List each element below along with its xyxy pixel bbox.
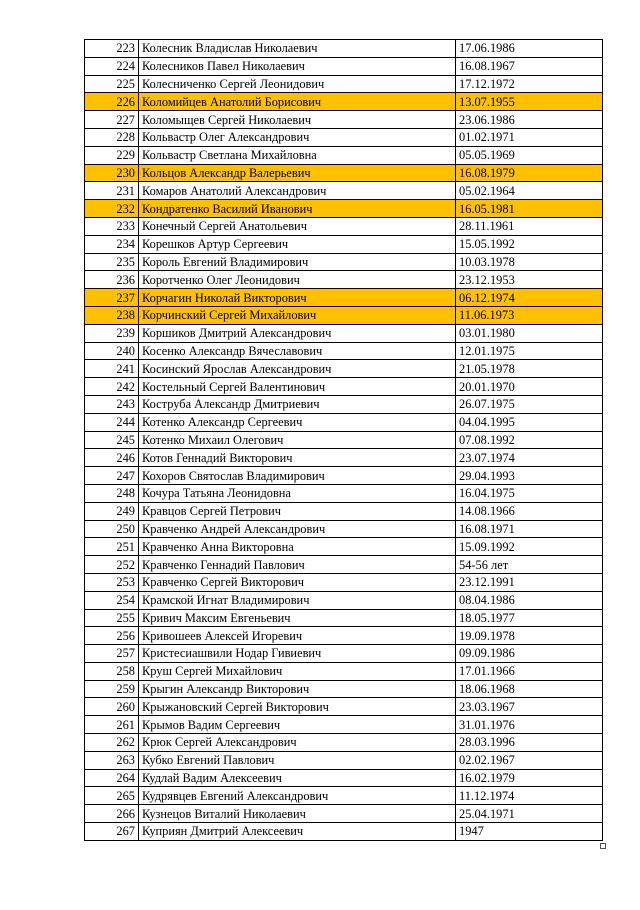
- row-birth-date: 28.11.1961: [456, 217, 603, 235]
- row-full-name: Кузнецов Виталий Николаевич: [139, 805, 456, 823]
- row-number: 226: [85, 93, 139, 111]
- row-birth-date: 26.07.1975: [456, 395, 603, 413]
- table-row: [85, 609, 603, 627]
- row-full-name: Косенко Александр Вячеславович: [139, 342, 456, 360]
- row-birth-date: 02.02.1967: [456, 751, 603, 769]
- row-number: 223: [85, 40, 139, 58]
- row-number: 232: [85, 200, 139, 218]
- row-full-name: Крюк Сергей Александрович: [139, 734, 456, 752]
- row-full-name: Крамской Игнат Владимирович: [139, 591, 456, 609]
- row-birth-date: 31.01.1976: [456, 716, 603, 734]
- row-number: 259: [85, 680, 139, 698]
- row-birth-date: 25.04.1971: [456, 805, 603, 823]
- row-full-name: Кохоров Святослав Владимирович: [139, 467, 456, 485]
- row-full-name: Кольцов Александр Валерьевич: [139, 164, 456, 182]
- table-row: [85, 200, 603, 218]
- row-birth-date: 23.03.1967: [456, 698, 603, 716]
- row-number: 237: [85, 289, 139, 307]
- row-number: 249: [85, 502, 139, 520]
- row-number: 241: [85, 360, 139, 378]
- row-full-name: Крымов Вадим Сергеевич: [139, 716, 456, 734]
- row-birth-date: 16.08.1979: [456, 164, 603, 182]
- row-full-name: Кольвастр Олег Александрович: [139, 128, 456, 146]
- table-row: [85, 431, 603, 449]
- row-full-name: Кубко Евгений Павлович: [139, 751, 456, 769]
- row-full-name: Костельный Сергей Валентинович: [139, 378, 456, 396]
- row-birth-date: 06.12.1974: [456, 289, 603, 307]
- row-birth-date: 17.01.1966: [456, 662, 603, 680]
- table-row: [85, 467, 603, 485]
- row-number: 247: [85, 467, 139, 485]
- table-row: [85, 787, 603, 805]
- row-birth-date: 15.05.1992: [456, 235, 603, 253]
- table-row: [85, 627, 603, 645]
- row-full-name: Колесник Владислав Николаевич: [139, 40, 456, 58]
- row-number: 258: [85, 662, 139, 680]
- row-number: 248: [85, 484, 139, 502]
- table-row: [85, 662, 603, 680]
- row-full-name: Куприян Дмитрий Алексеевич: [139, 823, 456, 841]
- table-row: [85, 645, 603, 663]
- row-number: 261: [85, 716, 139, 734]
- row-birth-date: 07.08.1992: [456, 431, 603, 449]
- row-full-name: Корчагин Николай Викторович: [139, 289, 456, 307]
- row-birth-date: 28.03.1996: [456, 734, 603, 752]
- table-row: [85, 146, 603, 164]
- table-row: [85, 324, 603, 342]
- row-number: 229: [85, 146, 139, 164]
- row-number: 253: [85, 573, 139, 591]
- table-resize-handle[interactable]: [600, 843, 606, 849]
- row-full-name: Кольвастр Светлана Михайловна: [139, 146, 456, 164]
- row-full-name: Корешков Артур Сергеевич: [139, 235, 456, 253]
- row-full-name: Конечный Сергей Анатольевич: [139, 217, 456, 235]
- table-row: [85, 182, 603, 200]
- row-full-name: Кравченко Андрей Александрович: [139, 520, 456, 538]
- row-birth-date: 21.05.1978: [456, 360, 603, 378]
- table-row: [85, 271, 603, 289]
- row-full-name: Кравцов Сергей Петрович: [139, 502, 456, 520]
- row-birth-date: 16.08.1971: [456, 520, 603, 538]
- row-birth-date: 05.02.1964: [456, 182, 603, 200]
- table-row: [85, 591, 603, 609]
- row-birth-date: 23.12.1953: [456, 271, 603, 289]
- table-row: [85, 395, 603, 413]
- row-full-name: Крыжановский Сергей Викторович: [139, 698, 456, 716]
- row-birth-date: 19.09.1978: [456, 627, 603, 645]
- table-row: [85, 751, 603, 769]
- row-number: 251: [85, 538, 139, 556]
- table-row: [85, 484, 603, 502]
- row-number: 252: [85, 556, 139, 574]
- row-birth-date: 11.12.1974: [456, 787, 603, 805]
- row-number: 235: [85, 253, 139, 271]
- table-row: [85, 306, 603, 324]
- row-full-name: Кравченко Геннадий Павлович: [139, 556, 456, 574]
- row-full-name: Коструба Александр Дмитриевич: [139, 395, 456, 413]
- row-birth-date: 16.02.1979: [456, 769, 603, 787]
- table-row: [85, 716, 603, 734]
- table-row: [85, 75, 603, 93]
- row-birth-date: 23.07.1974: [456, 449, 603, 467]
- row-number: 230: [85, 164, 139, 182]
- row-birth-date: 13.07.1955: [456, 93, 603, 111]
- table-row: [85, 502, 603, 520]
- roster-body: [85, 40, 603, 841]
- row-birth-date: 01.02.1971: [456, 128, 603, 146]
- row-birth-date: 08.04.1986: [456, 591, 603, 609]
- row-birth-date: 12.01.1975: [456, 342, 603, 360]
- row-number: 231: [85, 182, 139, 200]
- table-row: [85, 289, 603, 307]
- row-number: 233: [85, 217, 139, 235]
- table-row: [85, 253, 603, 271]
- row-full-name: Корчинский Сергей Михайлович: [139, 306, 456, 324]
- row-birth-date: 03.01.1980: [456, 324, 603, 342]
- row-number: 239: [85, 324, 139, 342]
- row-number: 225: [85, 75, 139, 93]
- row-full-name: Круш Сергей Михайлович: [139, 662, 456, 680]
- table-row: [85, 556, 603, 574]
- row-full-name: Комаров Анатолий Александрович: [139, 182, 456, 200]
- row-full-name: Колесниченко Сергей Леонидович: [139, 75, 456, 93]
- row-full-name: Котенко Александр Сергеевич: [139, 413, 456, 431]
- table-row: [85, 217, 603, 235]
- row-birth-date: 17.06.1986: [456, 40, 603, 58]
- row-birth-date: 18.06.1968: [456, 680, 603, 698]
- row-full-name: Коломийцев Анатолий Борисович: [139, 93, 456, 111]
- row-birth-date: 18.05.1977: [456, 609, 603, 627]
- row-number: 224: [85, 57, 139, 75]
- row-number: 244: [85, 413, 139, 431]
- row-number: 265: [85, 787, 139, 805]
- row-full-name: Коршиков Дмитрий Александрович: [139, 324, 456, 342]
- row-full-name: Кочура Татьяна Леонидовна: [139, 484, 456, 502]
- table-row: [85, 520, 603, 538]
- row-number: 228: [85, 128, 139, 146]
- row-birth-date: 54-56 лет: [456, 556, 603, 574]
- table-row: [85, 538, 603, 556]
- row-number: 260: [85, 698, 139, 716]
- roster-table: [84, 39, 603, 841]
- table-row: [85, 57, 603, 75]
- row-number: 234: [85, 235, 139, 253]
- row-number: 264: [85, 769, 139, 787]
- row-number: 262: [85, 734, 139, 752]
- table-row: [85, 93, 603, 111]
- row-number: 266: [85, 805, 139, 823]
- row-number: 267: [85, 823, 139, 841]
- row-birth-date: 23.06.1986: [456, 111, 603, 129]
- table-row: [85, 342, 603, 360]
- row-number: 238: [85, 306, 139, 324]
- table-row: [85, 360, 603, 378]
- row-number: 254: [85, 591, 139, 609]
- row-birth-date: 20.01.1970: [456, 378, 603, 396]
- row-full-name: Косинский Ярослав Александрович: [139, 360, 456, 378]
- row-birth-date: 05.05.1969: [456, 146, 603, 164]
- row-birth-date: 16.04.1975: [456, 484, 603, 502]
- table-row: [85, 235, 603, 253]
- table-row: [85, 769, 603, 787]
- row-full-name: Кривошеев Алексей Игоревич: [139, 627, 456, 645]
- table-row: [85, 111, 603, 129]
- row-full-name: Кудлай Вадим Алексеевич: [139, 769, 456, 787]
- row-full-name: Король Евгений Владимирович: [139, 253, 456, 271]
- row-birth-date: 15.09.1992: [456, 538, 603, 556]
- row-full-name: Колесников Павел Николаевич: [139, 57, 456, 75]
- row-birth-date: 16.05.1981: [456, 200, 603, 218]
- row-full-name: Котов Геннадий Викторович: [139, 449, 456, 467]
- row-full-name: Кудрявцев Евгений Александрович: [139, 787, 456, 805]
- row-number: 257: [85, 645, 139, 663]
- table-row: [85, 734, 603, 752]
- row-birth-date: 14.08.1966: [456, 502, 603, 520]
- row-number: 243: [85, 395, 139, 413]
- table-row: [85, 680, 603, 698]
- row-full-name: Кравченко Сергей Викторович: [139, 573, 456, 591]
- table-row: [85, 698, 603, 716]
- row-birth-date: 04.04.1995: [456, 413, 603, 431]
- table-row: [85, 449, 603, 467]
- table-row: [85, 164, 603, 182]
- row-birth-date: 23.12.1991: [456, 573, 603, 591]
- row-full-name: Коротченко Олег Леонидович: [139, 271, 456, 289]
- row-number: 236: [85, 271, 139, 289]
- row-birth-date: 17.12.1972: [456, 75, 603, 93]
- row-full-name: Котенко Михаил Олегович: [139, 431, 456, 449]
- table-row: [85, 805, 603, 823]
- row-full-name: Кондратенко Василий Иванович: [139, 200, 456, 218]
- row-number: 242: [85, 378, 139, 396]
- row-full-name: Крыгин Александр Викторович: [139, 680, 456, 698]
- row-birth-date: 09.09.1986: [456, 645, 603, 663]
- row-number: 263: [85, 751, 139, 769]
- row-full-name: Кристесиашвили Нодар Гивиевич: [139, 645, 456, 663]
- row-number: 255: [85, 609, 139, 627]
- table-row: [85, 378, 603, 396]
- row-full-name: Кривич Максим Евгеньевич: [139, 609, 456, 627]
- row-full-name: Кравченко Анна Викторовна: [139, 538, 456, 556]
- row-full-name: Коломыщев Сергей Николаевич: [139, 111, 456, 129]
- row-number: 250: [85, 520, 139, 538]
- row-birth-date: 29.04.1993: [456, 467, 603, 485]
- row-birth-date: 16.08.1967: [456, 57, 603, 75]
- row-birth-date: 1947: [456, 823, 603, 841]
- table-row: [85, 413, 603, 431]
- row-number: 246: [85, 449, 139, 467]
- row-number: 227: [85, 111, 139, 129]
- table-row: [85, 823, 603, 841]
- row-birth-date: 10.03.1978: [456, 253, 603, 271]
- table-row: [85, 40, 603, 58]
- row-number: 245: [85, 431, 139, 449]
- row-number: 240: [85, 342, 139, 360]
- row-number: 256: [85, 627, 139, 645]
- row-birth-date: 11.06.1973: [456, 306, 603, 324]
- table-row: [85, 128, 603, 146]
- table-row: [85, 573, 603, 591]
